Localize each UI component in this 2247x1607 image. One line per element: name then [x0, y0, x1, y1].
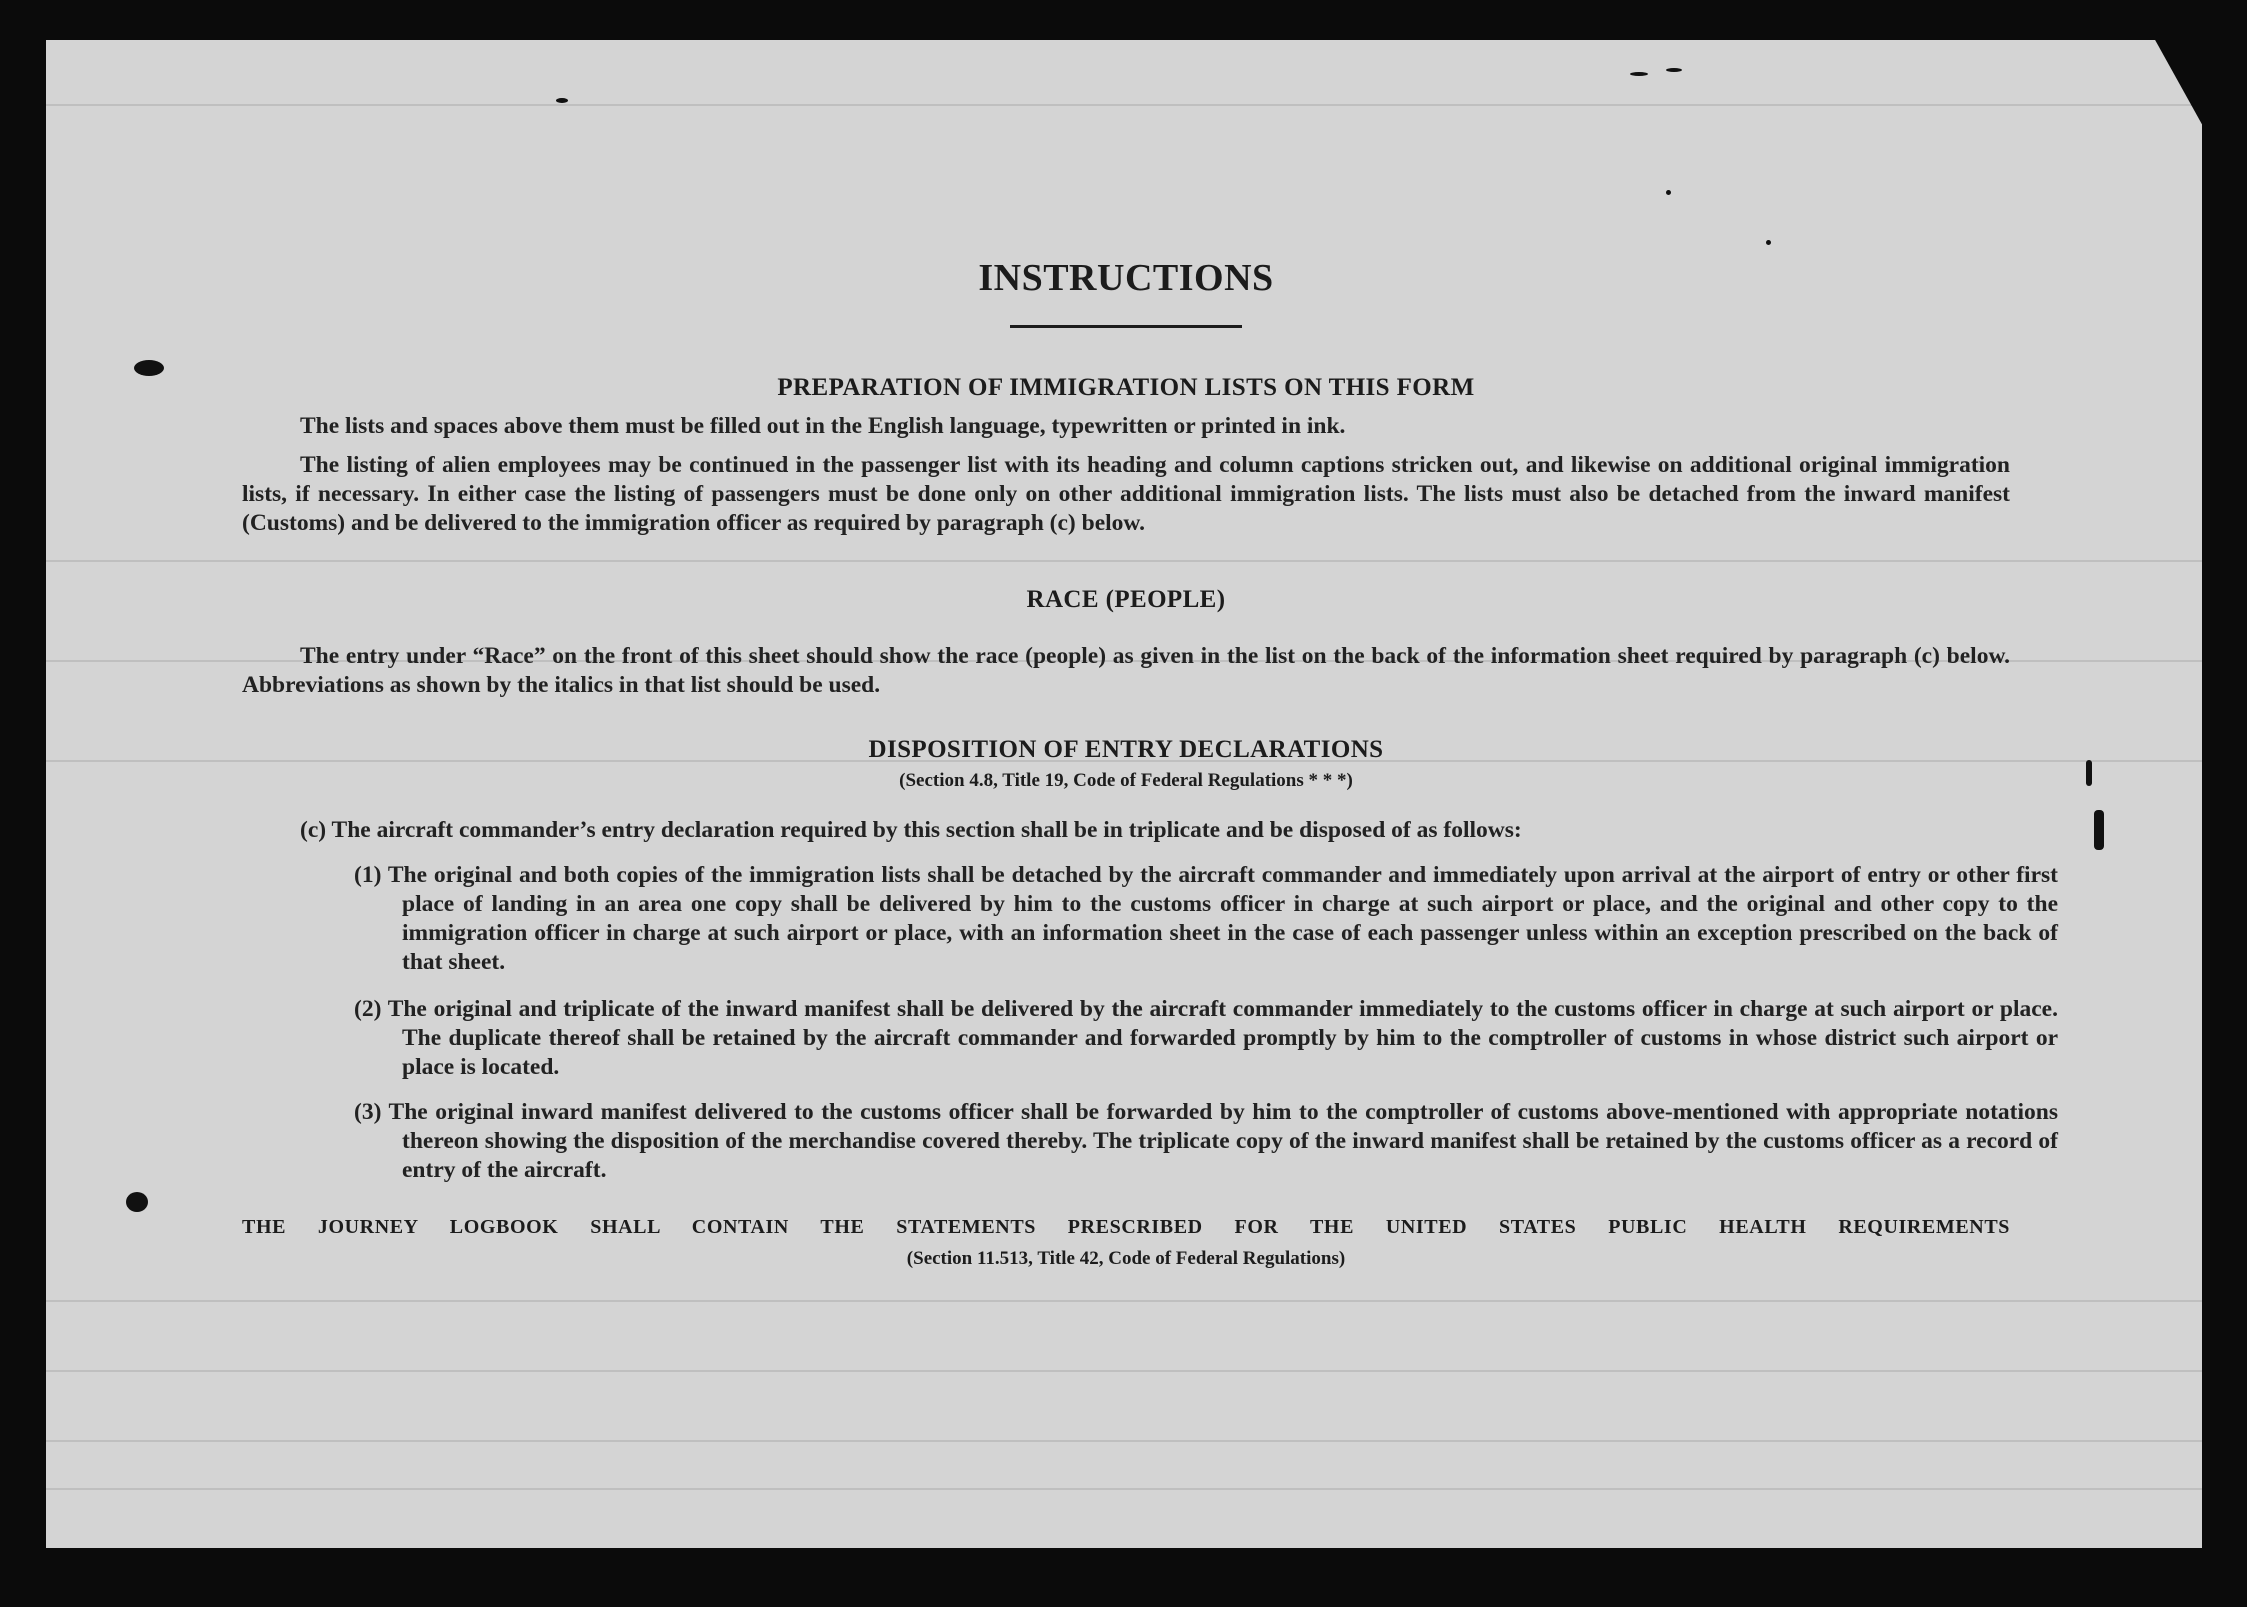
disposition-item-2: (2) The original and triplicate of the inward manifest shall be delivered by the aircraft commander immediately to the customs officer in charge at such airport or place. The duplicate thereof shall be retained by the aircraft commander and forwarded promptly by him to the comptroller of customs in whose district such airport or place is located. — [354, 996, 2058, 1080]
title-underline — [1010, 325, 1242, 328]
disposition-item-3: (3) The original inward manifest delivered to the customs officer shall be forwarded by him to the comptroller of customs above-mentioned with appropriate notations thereon showing the disposition of the merchandise covered thereby. The triplicate copy of the inward manifest shall be retained by the customs officer as a record of entry of the aircraft. — [354, 1099, 2058, 1183]
ink-speck — [1666, 190, 1671, 195]
footer-statement: THE JOURNEY LOGBOOK SHALL CONTAIN THE STATEMENTS PRESCRIBED FOR THE UNITED STATES PUBLIC HEALTH REQUIREMENTS — [242, 1216, 2010, 1238]
race-heading: RACE (PEOPLE) — [1026, 586, 1226, 613]
ink-speck — [1630, 72, 1648, 76]
disposition-heading: DISPOSITION OF ENTRY DECLARATIONS — [868, 736, 1384, 763]
footer-citation: (Section 11.513, Title 42, Code of Federal Regulations) — [906, 1248, 1346, 1269]
ink-speck — [556, 98, 568, 103]
ink-speck — [126, 1192, 148, 1212]
disposition-citation: (Section 4.8, Title 19, Code of Federal Regulations * * *) — [899, 770, 1353, 791]
ink-speck — [2086, 760, 2092, 786]
preparation-heading: PREPARATION OF IMMIGRATION LISTS ON THIS FORM — [777, 374, 1475, 401]
preparation-paragraph-1: The lists and spaces above them must be filled out in the English language, typewritten or printed in ink. — [300, 413, 1346, 439]
folded-corner — [2154, 40, 2202, 128]
document-sheet — [46, 40, 2202, 1548]
disposition-item-1: (1) The original and both copies of the immigration lists shall be detached by the aircraft commander and immediately upon arrival at the airport of entry or other first place of landing in an area one copy shall be delivered by him to the customs officer in charge at such airport or place, and the original and other copy to the immigration officer in charge at such airport or place, with an information sheet in the case of each passenger unless within an exception prescribed on the back of that sheet. — [354, 862, 2058, 975]
disposition-intro: (c) The aircraft commander’s entry declaration required by this section shall be in triplicate and be disposed of as follows: — [300, 817, 1522, 843]
race-paragraph: The entry under “Race” on the front of this sheet should show the race (people) as given in the list on the back of the information sheet required by paragraph (c) below. Abbreviations as shown by the italics in that list should be used. — [242, 643, 2010, 698]
ink-speck — [1766, 240, 1771, 245]
preparation-paragraph-2: The listing of alien employees may be continued in the passenger list with its heading and column captions stricken out, and likewise on additional original immigration lists, if necessary. In either case the listing of passengers must be done only on other additional immigration lists. The lists must also be detached from the inward manifest (Customs) and be delivered to the immigration officer as required by paragraph (c) below. — [242, 452, 2010, 536]
ink-speck — [134, 360, 164, 376]
page-title: INSTRUCTIONS — [978, 257, 1274, 299]
ink-speck — [2094, 810, 2104, 850]
ink-speck — [1666, 68, 1682, 72]
